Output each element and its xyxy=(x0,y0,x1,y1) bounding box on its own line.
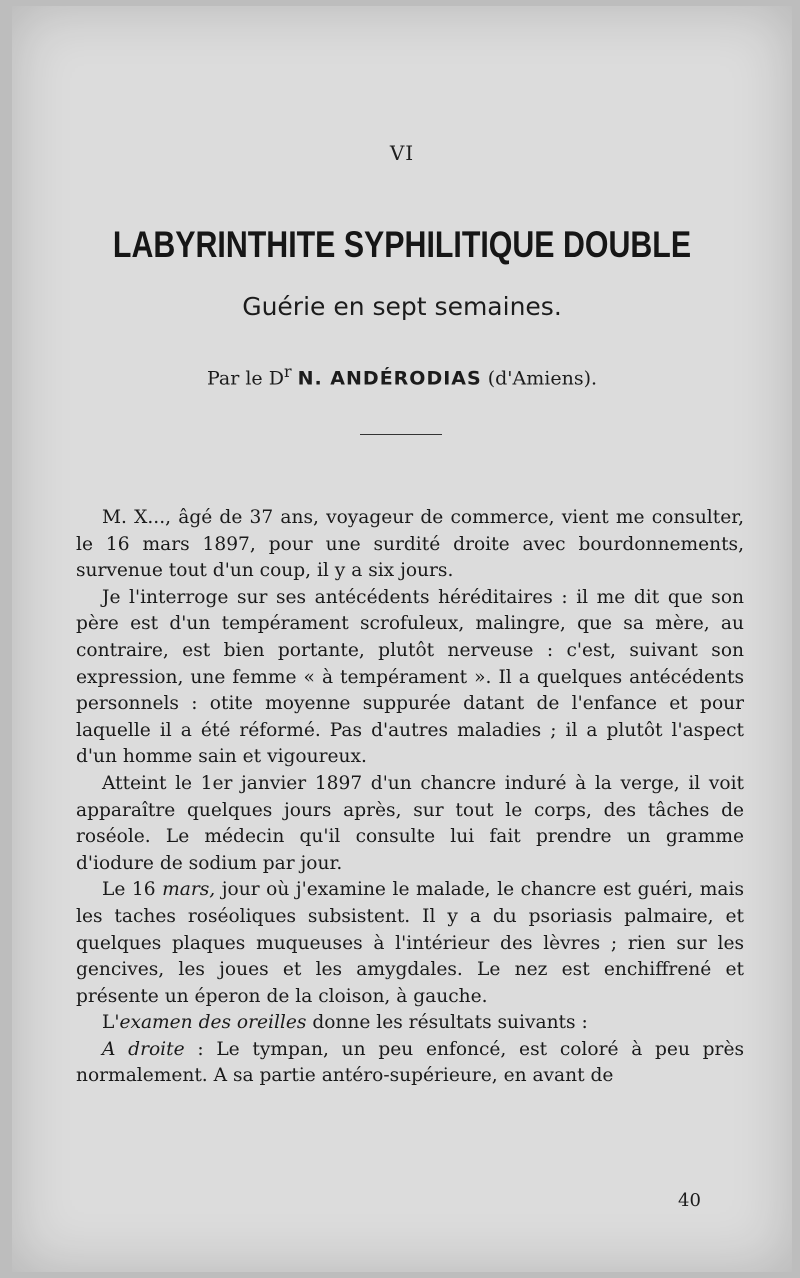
paragraph-rest: donne les résultats suivants : xyxy=(306,1012,588,1034)
paragraph-italic: examen des oreilles xyxy=(119,1012,307,1034)
paragraph: Atteint le 1er janvier 1897 d'un chancre induré à la verge, il voit apparaître quelques jours après, sur tout le corps, des tâches de roséole. Le médecin qu'il consulte lui fait prendre un gramme d'iodure de sodium par jour. xyxy=(76,772,744,874)
paragraph xyxy=(76,1010,744,1037)
byline-prefix-sup: r xyxy=(283,362,292,381)
author-location: (d'Amiens). xyxy=(487,367,598,390)
byline xyxy=(12,362,792,389)
paragraph-lead: L' xyxy=(102,1012,120,1034)
byline-prefix: Par le D xyxy=(206,367,284,390)
paragraph-italic: A droite xyxy=(102,1038,185,1060)
paragraph-italic: mars, xyxy=(162,879,216,901)
body-text xyxy=(76,505,744,1090)
paragraph-lead: Le 16 xyxy=(102,879,163,901)
paragraph xyxy=(76,877,744,1010)
book-page xyxy=(12,6,792,1272)
paragraph-rest: : Le tympan, un peu enfoncé, est coloré à peu près normalement. A sa partie antéro-supérieure, en avant de xyxy=(76,1038,744,1087)
article-title: LABYRINTHITE SYPHILITIQUE DOUBLE xyxy=(112,224,692,265)
paragraph-rest: jour où j'examine le malade, le chancre est guéri, mais les taches roséoliques subsistent. Il y a du psoriasis palmaire, et quelques plaques muqueuses à l'intérieur des lèvres ; rien sur les gencives, les joues et les amygdales. Le nez est enchiffrené et présente un éperon de la cloison, à gauche. xyxy=(76,879,744,1007)
chapter-number: VI xyxy=(389,141,415,165)
paragraph xyxy=(76,1037,744,1090)
paragraph: Je l'interroge sur ses antécédents héréditaires : il me dit que son père est d'un tempérament scrofuleux, malingre, que sa mère, au contraire, est bien portante, plutôt nerveuse : c'est, suivant son expression, une femme « à tempérament ». Il a quelques antécédents personnels : otite moyenne suppurée datant de l'enfance et pour laquelle il a été réformé. Pas d'autres maladies ; il a plutôt l'aspect d'un homme sain et vigoureux. xyxy=(76,586,744,768)
page-number: 40 xyxy=(678,1190,701,1211)
article-subtitle: Guérie en sept semaines. xyxy=(242,292,562,321)
author-name: N. ANDÉRODIAS xyxy=(297,367,482,390)
separator-rule xyxy=(360,434,442,435)
paragraph: M. X..., âgé de 37 ans, voyageur de commerce, vient me consulter, le 16 mars 1897, pour une surdité droite avec bourdonnements, survenue tout d'un coup, il y a six jours. xyxy=(76,507,744,582)
